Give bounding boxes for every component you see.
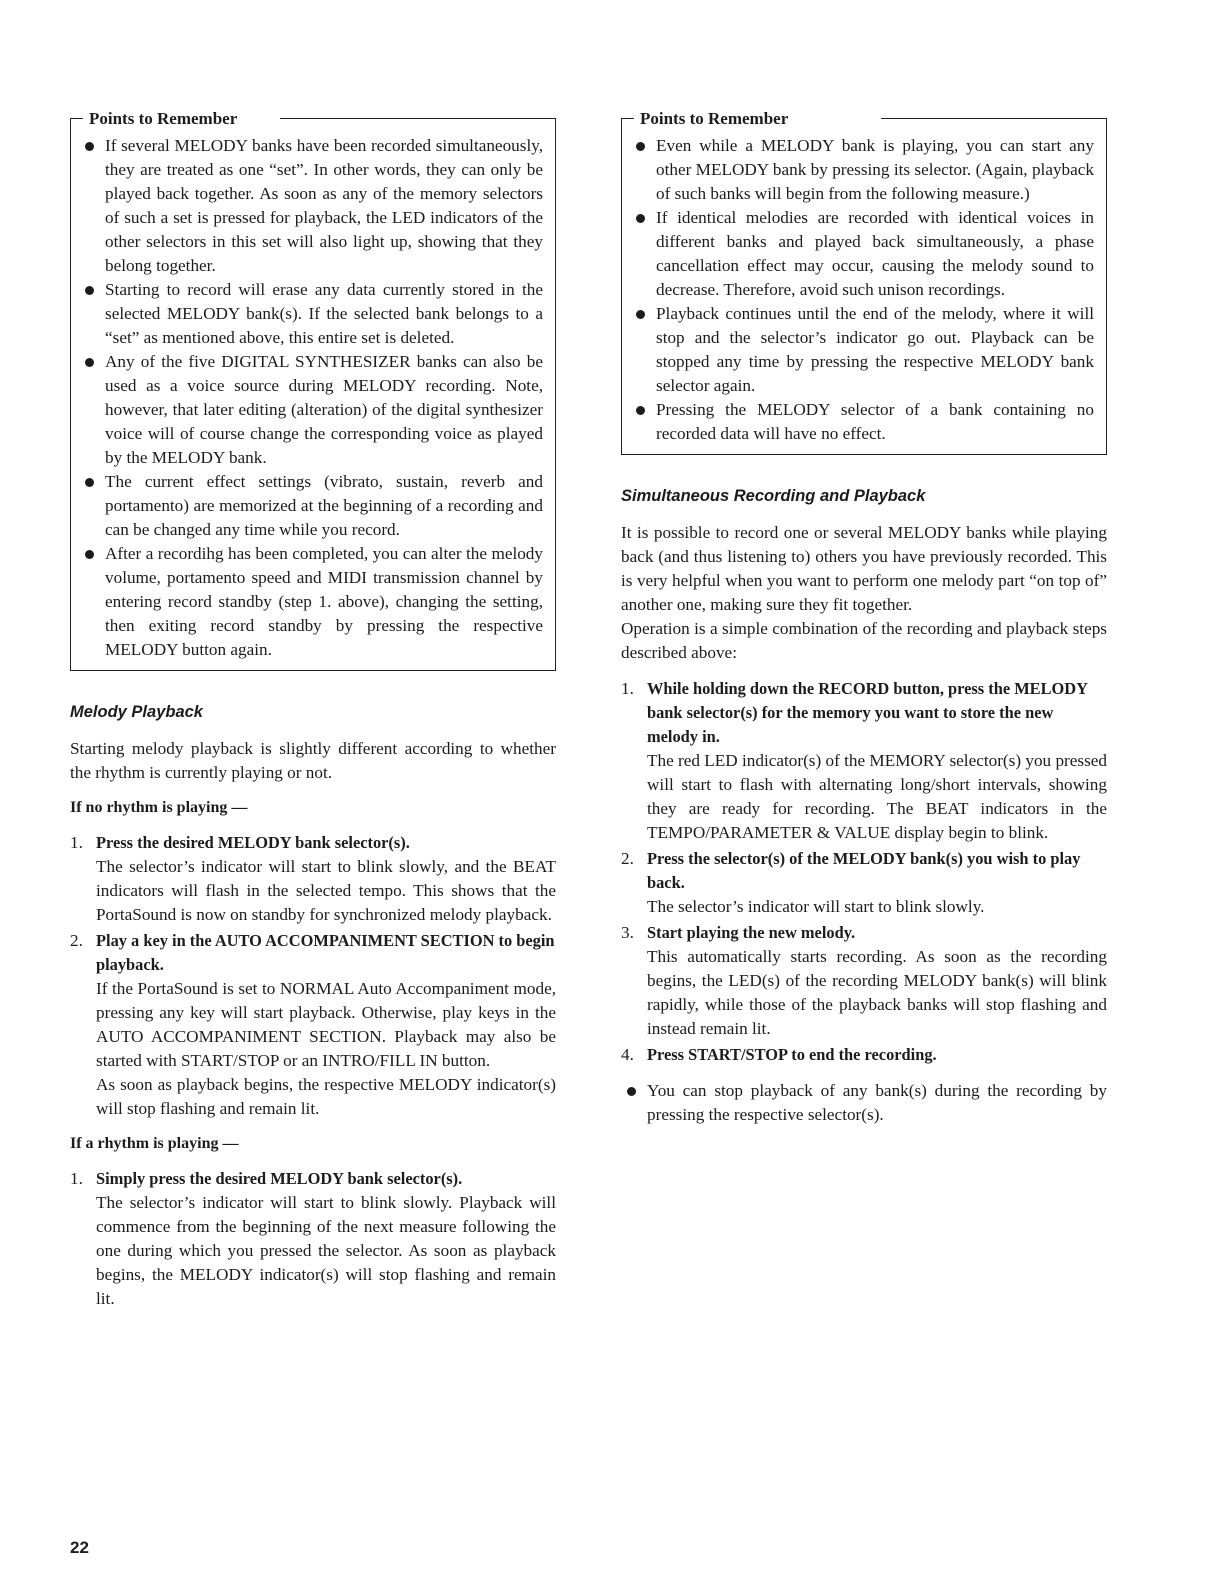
steps-no-rhythm <box>70 831 556 1121</box>
step-item <box>621 1043 1107 1067</box>
bullet-item: After a recordihg has been completed, you can alter the melody volume, portamento speed and MIDI transmission channel by entering record standby (step 1. above), changing the setting, then exiting record standby by pressing the respective MELODY button again. <box>83 542 543 662</box>
section-heading-melody-playback: Melody Playback <box>70 703 203 721</box>
step-item <box>621 847 1107 919</box>
bullet-dot-icon <box>85 550 94 559</box>
bullet-item: Even while a MELODY bank is playing, you can start any other MELODY bank by pressing its selector. (Again, playback of such banks will begin from the following measure.) <box>634 134 1094 206</box>
step-title: Simply press the desired MELODY bank selector(s). <box>96 1169 463 1188</box>
final-bullet-text: You can stop playback of any bank(s) during the recording by pressing the respective selector(s). <box>647 1081 1107 1124</box>
step-item <box>621 677 1107 845</box>
step-number: 3. <box>621 923 634 942</box>
step-title: Start playing the new melody. <box>647 923 856 942</box>
box-title: Points to Remember <box>83 109 245 129</box>
box-top-rule-left <box>622 118 634 119</box>
subheading-rhythm-playing: If a rhythm is playing — <box>70 1135 239 1152</box>
bullet-item: The current effect settings (vibrato, sustain, reverb and portamento) are memorized at the beginning of a recording and can be changed any time while you record. <box>83 470 543 542</box>
step-item <box>70 1167 556 1311</box>
step-title: Play a key in the AUTO ACCOMPANIMENT SECTION to begin playback. <box>96 931 555 974</box>
bullet-dot-icon <box>85 286 94 295</box>
left-column <box>70 109 556 1323</box>
step-body: The selector’s indicator will start to blink slowly. <box>647 897 985 916</box>
bullet-list <box>634 134 1094 446</box>
bullet-dot-icon <box>636 142 645 151</box>
step-item <box>70 929 556 1121</box>
bullet-dot-icon <box>85 358 94 367</box>
step-body: The red LED indicator(s) of the MEMORY selector(s) you pressed will start to flash with alternating long/short intervals, showing they are ready for recording. The BEAT indicators in the TEMPO/PARAMETER & VALUE display begin to blink. <box>647 751 1107 842</box>
points-to-remember-box-left <box>70 109 556 671</box>
steps-rhythm-playing <box>70 1167 556 1311</box>
page-number: 22 <box>70 1538 89 1557</box>
bullet-dot-icon <box>627 1087 636 1096</box>
step-body: If the PortaSound is set to NORMAL Auto Accompaniment mode, pressing any key will start playback. Otherwise, play keys in the AUTO ACCOMPANIMENT SECTION. Playback may also be started with START/STOP or an INTRO/FILL IN button. <box>96 979 556 1070</box>
bullet-dot-icon <box>636 406 645 415</box>
box-top-rule-right <box>881 118 1106 119</box>
step-body: The selector’s indicator will start to blink slowly. Playback will commence from the beginning of the next measure following the one during which you pressed the selector. As soon as playback begins, the MELODY indicator(s) will stop flashing and remain lit. <box>96 1193 556 1308</box>
steps-simultaneous <box>621 677 1107 1067</box>
points-to-remember-box-right <box>621 109 1107 455</box>
step-title: While holding down the RECORD button, press the MELODY bank selector(s) for the memory you want to store the new melody in. <box>647 679 1088 746</box>
bullet-item: If identical melodies are recorded with identical voices in different banks and played back simultaneously, a phase cancellation effect may occur, causing the melody sound to decrease. Therefore, avoid such unison recordings. <box>634 206 1094 302</box>
step-item <box>70 831 556 927</box>
step-body: The selector’s indicator will start to blink slowly, and the BEAT indicators will flash in the selected tempo. This shows that the PortaSound is now on standby for synchronized melody playback. <box>96 857 556 924</box>
bullet-item: Starting to record will erase any data currently stored in the selected MELODY bank(s). If the selected bank belongs to a “set” as mentioned above, this entire set is deleted. <box>83 278 543 350</box>
step-number: 1. <box>70 1169 83 1188</box>
step-body: This automatically starts recording. As soon as the recording begins, the LED(s) of the recording MELODY bank(s) will blink rapidly, while those of the playback banks will stop flashing and instead remain lit. <box>647 947 1107 1038</box>
right-column <box>621 109 1107 1127</box>
final-bullet <box>621 1079 1107 1127</box>
section-heading-simultaneous: Simultaneous Recording and Playback <box>621 487 926 505</box>
step-title: Press the desired MELODY bank selector(s). <box>96 833 410 852</box>
box-top-rule-right <box>280 118 555 119</box>
intro-paragraph: Starting melody playback is slightly different according to whether the rhythm is currently playing or not. <box>70 739 556 782</box>
bullet-item: Any of the five DIGITAL SYNTHESIZER banks can also be used as a voice source during MELODY recording. Note, however, that later editing (alteration) of the digital synthesizer voice will of course change the corresponding voice as played by the MELODY bank. <box>83 350 543 470</box>
bullet-dot-icon <box>85 478 94 487</box>
paragraph: Operation is a simple combination of the recording and playback steps described above: <box>621 619 1107 662</box>
bullet-item: Pressing the MELODY selector of a bank containing no recorded data will have no effect. <box>634 398 1094 446</box>
bullet-list <box>83 134 543 662</box>
step-number: 1. <box>621 679 634 698</box>
bullet-dot-icon <box>636 214 645 223</box>
step-number: 2. <box>70 931 83 950</box>
bullet-item: Playback continues until the end of the melody, where it will stop and the selector’s indicator go out. Playback can be stopped any time by pressing the respective MELODY bank selector again. <box>634 302 1094 398</box>
box-title: Points to Remember <box>634 109 796 129</box>
step-title: Press the selector(s) of the MELODY bank(s) you wish to play back. <box>647 849 1081 892</box>
step-body-continued: As soon as playback begins, the respective MELODY indicator(s) will stop flashing and remain lit. <box>96 1075 556 1118</box>
bullet-dot-icon <box>85 142 94 151</box>
paragraph: It is possible to record one or several MELODY banks while playing back (and thus listening to) others you have previously recorded. This is very helpful when you want to perform one melody part “on top of” another one, making sure they fit together. <box>621 523 1107 614</box>
bullet-dot-icon <box>636 310 645 319</box>
step-number: 1. <box>70 833 83 852</box>
bullet-item: If several MELODY banks have been recorded simultaneously, they are treated as one “set”. In other words, they can only be played back together. As soon as any of the memory selectors of such a set is pressed for playback, the LED indicators of the other selectors in this set will also light up, showing that they belong together. <box>83 134 543 278</box>
step-title: Press START/STOP to end the recording. <box>647 1045 937 1064</box>
step-number: 2. <box>621 849 634 868</box>
box-top-rule-left <box>71 118 83 119</box>
step-item <box>621 921 1107 1041</box>
subheading-no-rhythm: If no rhythm is playing — <box>70 799 248 816</box>
step-number: 4. <box>621 1045 634 1064</box>
